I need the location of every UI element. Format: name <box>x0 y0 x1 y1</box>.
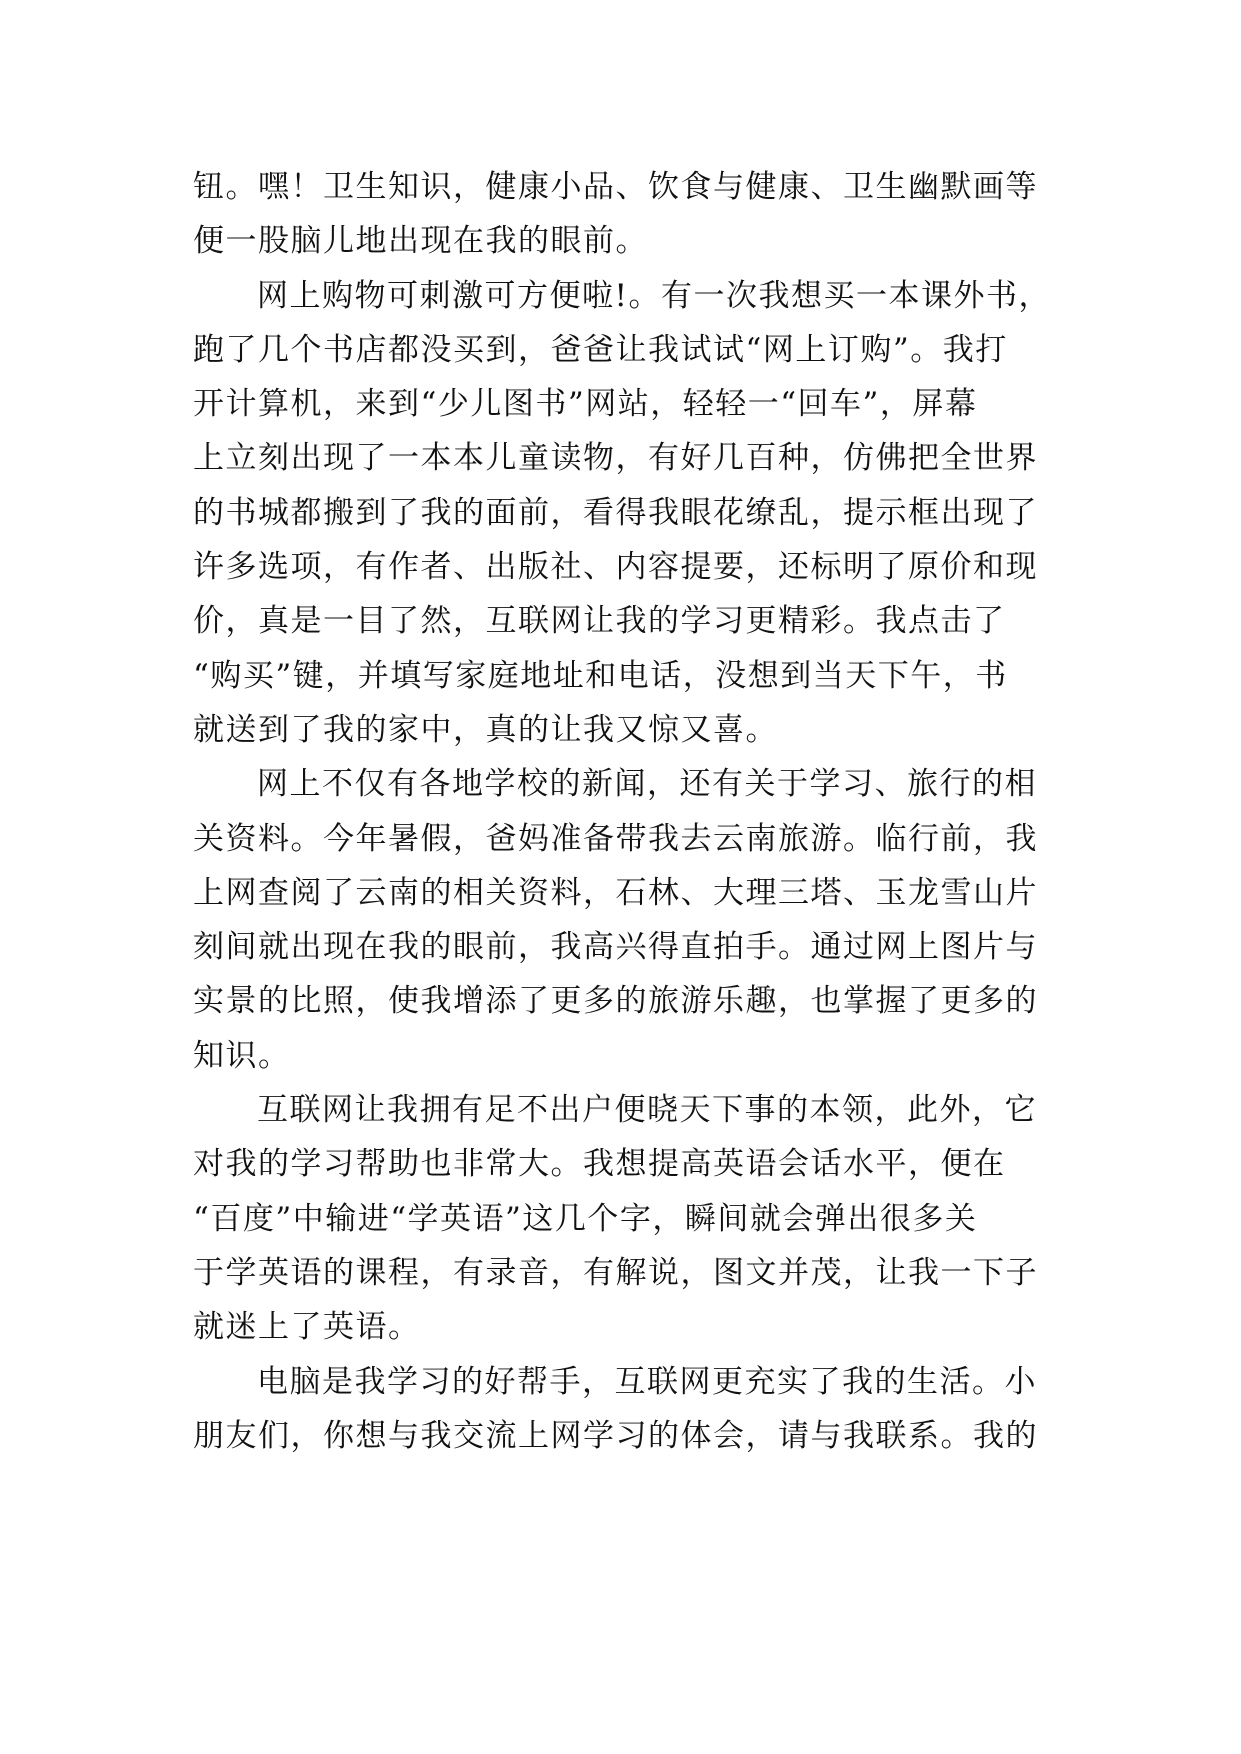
text-line: 就迷上了英语。 <box>193 1309 421 1346</box>
text-line: 朋友们，你想与我交流上网学习的体会，请与我联系。我的 <box>193 1417 1038 1454</box>
text-line: 于学英语的课程，有录音，有解说，图文并茂，让我一下子 <box>193 1254 1038 1291</box>
text-line: 刻间就出现在我的眼前，我高兴得直拍手。通过网上图片与 <box>193 929 1038 966</box>
text-line: “购买”键，并填写家庭地址和电话，没想到当天下午，书 <box>193 657 1008 694</box>
text-line: 就送到了我的家中，真的让我又惊又喜。 <box>193 711 778 748</box>
text-line: 知识。 <box>193 1037 291 1074</box>
text-line: 价，真是一目了然，互联网让我的学习更精彩。我点击了 <box>193 603 1006 640</box>
text-line: 便一股脑儿地出现在我的眼前。 <box>193 223 648 260</box>
text-line: 电脑是我学习的好帮手，互联网更充实了我的生活。小 <box>257 1363 1037 1400</box>
text-line: 关资料。今年暑假，爸妈准备带我去云南旅游。临行前，我 <box>193 820 1038 857</box>
text-line: “百度”中输进“学英语”这几个字，瞬间就会弹出很多关 <box>193 1200 978 1237</box>
text-line: 互联网让我拥有足不出户便晓天下事的本领，此外，它 <box>257 1092 1037 1129</box>
text-line: 实景的比照，使我增添了更多的旅游乐趣，也掌握了更多的 <box>193 983 1038 1020</box>
text-line: 对我的学习帮助也非常大。我想提高英语会话水平，便在 <box>193 1146 1006 1183</box>
text-line: 跑了几个书店都没买到，爸爸让我试试“网上订购”。我打 <box>193 331 1008 368</box>
text-line: 网上购物可刺激可方便啦!。有一次我想买一本课外书， <box>257 277 1051 314</box>
text-line: 网上不仅有各地学校的新闻，还有关于学习、旅行的相 <box>257 766 1037 803</box>
text-line: 钮。嘿！卫生知识，健康小品、饮食与健康、卫生幽默画等 <box>193 169 1038 205</box>
text-line: 上立刻出现了一本本儿童读物，有好几百种，仿佛把全世界 <box>193 440 1038 477</box>
text-line: 上网查阅了云南的相关资料，石林、大理三塔、玉龙雪山片 <box>193 874 1038 911</box>
text-line: 许多选项，有作者、出版社、内容提要，还标明了原价和现 <box>193 549 1038 586</box>
text-line: 的书城都搬到了我的面前，看得我眼花缭乱，提示框出现了 <box>193 494 1038 531</box>
body-text <box>193 160 1063 1463</box>
text-line: 开计算机，来到“少儿图书”网站，轻轻一“回车”，屏幕 <box>193 386 978 423</box>
